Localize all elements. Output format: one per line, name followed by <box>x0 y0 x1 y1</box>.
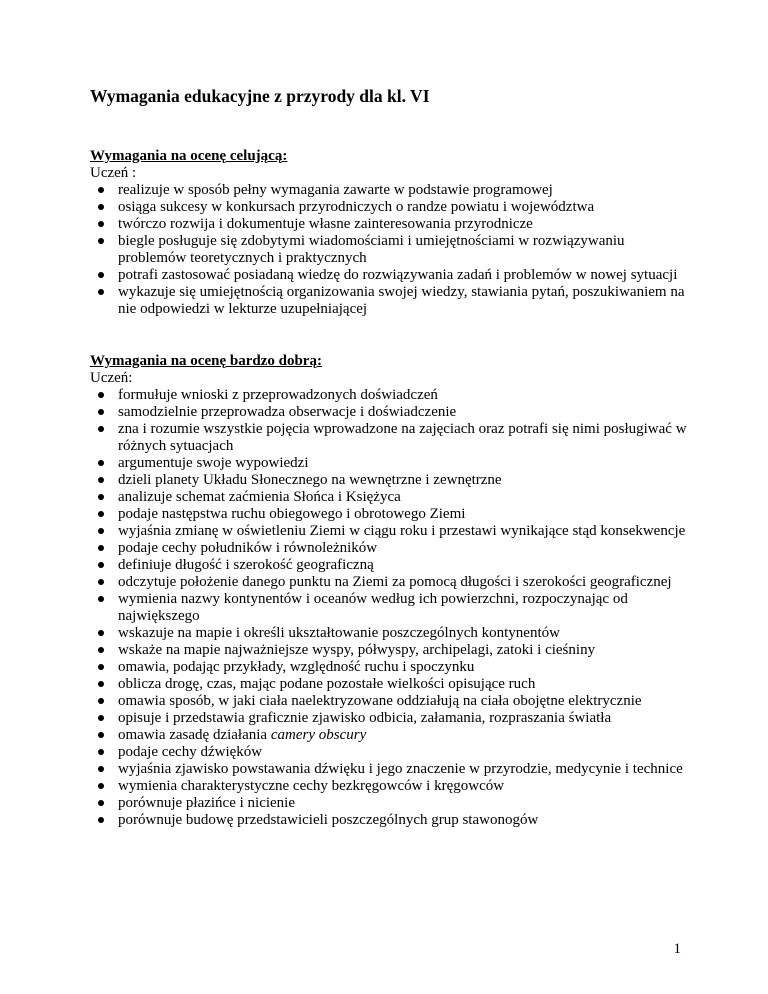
list-item-text <box>118 727 366 743</box>
list-item-text: potrafi zastosować posiadaną wiedzę do rozwiązywania zadań i problemów w nowej sytuacji <box>118 267 678 283</box>
list-item-text: wyjaśnia zjawisko powstawania dźwięku i jego znaczenie w przyrodzie, medycynie i technice <box>118 761 683 777</box>
list-item <box>90 778 690 795</box>
bullet-icon <box>98 732 104 738</box>
bullet-icon <box>98 579 104 585</box>
list-item <box>90 693 690 710</box>
bullet-icon <box>98 289 104 295</box>
bullet-icon <box>98 477 104 483</box>
list-item <box>90 421 690 455</box>
list-item <box>90 472 690 489</box>
list-item-text: omawia, podając przykłady, względność ruchu i spoczynku <box>118 659 475 675</box>
list-item-text: wskazuje na mapie i określi ukształtowanie poszczególnych kontynentów <box>118 625 560 641</box>
list-item-text: oblicza drogę, czas, mając podane pozostałe wielkości opisujące ruch <box>118 676 536 692</box>
list-item <box>90 761 690 778</box>
bullet-icon <box>98 460 104 466</box>
bullet-icon <box>98 766 104 772</box>
bullet-icon <box>98 562 104 568</box>
list-item-text: argumentuje swoje wypowiedzi <box>118 455 309 471</box>
list-item-text: osiąga sukcesy w konkursach przyrodniczych o randze powiatu i województwa <box>118 199 595 215</box>
list-item <box>90 404 690 421</box>
section-heading: Wymagania na ocenę celującą: <box>90 148 288 164</box>
list-item <box>90 540 690 557</box>
bullet-icon <box>98 715 104 721</box>
bullet-icon <box>98 630 104 636</box>
list-item-text: biegle posługuje się zdobytymi wiadomościami i umiejętnościami w rozwiązywaniu problemów teoretycznych i praktycznych <box>118 233 625 266</box>
list-item-text: wymienia nazwy kontynentów i oceanów według ich powierzchni, rozpoczynając od największego <box>118 591 628 624</box>
list-item <box>90 744 690 761</box>
list-item <box>90 387 690 404</box>
list-item <box>90 523 690 540</box>
list-item <box>90 267 690 284</box>
bullet-icon <box>98 494 104 500</box>
list-item-text: wskaże na mapie najważniejsze wyspy, półwyspy, archipelagi, zatoki i cieśniny <box>118 642 596 658</box>
bullet-icon <box>98 596 104 602</box>
section-heading: Wymagania na ocenę bardzo dobrą: <box>90 353 322 369</box>
list-item <box>90 812 690 829</box>
bullet-icon <box>98 187 104 193</box>
bullet-icon <box>98 426 104 432</box>
list-item-text: odczytuje położenie danego punktu na Ziemi za pomocą długości i szerokości geograficznej <box>118 574 672 590</box>
bullet-icon <box>98 204 104 210</box>
list-item <box>90 455 690 472</box>
list-item <box>90 676 690 693</box>
list-item <box>90 284 690 318</box>
list-item-text: realizuje w sposób pełny wymagania zawarte w podstawie programowej <box>118 182 553 198</box>
list-item-text: podaje następstwa ruchu obiegowego i obrotowego Ziemi <box>118 506 466 522</box>
bullet-icon <box>98 698 104 704</box>
list-item-text: wyjaśnia zmianę w oświetleniu Ziemi w ciągu roku i przestawi wynikające stąd konsekwencje <box>118 523 686 539</box>
list-item-text: dzieli planety Układu Słonecznego na wewnętrzne i zewnętrzne <box>118 472 502 488</box>
list-item-text: podaje cechy południków i równoleżników <box>118 540 378 556</box>
bullet-icon <box>98 238 104 244</box>
bullet-icon <box>98 681 104 687</box>
list-item-text: opisuje i przedstawia graficznie zjawisko odbicia, załamania, rozpraszania światła <box>118 710 612 726</box>
page-number: 1 <box>673 941 681 957</box>
list-item <box>90 795 690 812</box>
list-item-text: porównuje budowę przedstawicieli poszczególnych grup stawonogów <box>118 812 539 828</box>
list-item-text: wykazuje się umiejętnością organizowania swojej wiedzy, stawiania pytań, poszukiwaniem na nie odpowiedzi w lekturze uzupełniającej <box>118 284 685 317</box>
bullet-icon <box>98 392 104 398</box>
bullet-icon <box>98 817 104 823</box>
student-label: Uczeń: <box>90 370 133 386</box>
list-item <box>90 557 690 574</box>
bullet-icon <box>98 647 104 653</box>
list-item <box>90 591 690 625</box>
list-item <box>90 659 690 676</box>
requirements-list <box>90 387 690 829</box>
bullet-icon <box>98 221 104 227</box>
list-item <box>90 216 690 233</box>
list-item-text: porównuje płazińce i nicienie <box>118 795 296 811</box>
bullet-icon <box>98 664 104 670</box>
section-celujaca <box>90 148 690 318</box>
list-item <box>90 489 690 506</box>
list-item <box>90 233 690 267</box>
bullet-icon <box>98 545 104 551</box>
list-item <box>90 710 690 727</box>
list-item-text: omawia sposób, w jaki ciała naelektryzowane oddziałują na ciała obojętne elektrycznie <box>118 693 642 709</box>
list-item-text: definiuje długość i szerokość geograficzną <box>118 557 374 573</box>
list-item-text-emphasis: camery obscury <box>270 727 367 743</box>
bullet-icon <box>98 783 104 789</box>
bullet-icon <box>98 409 104 415</box>
student-label: Uczeń : <box>90 165 137 181</box>
bullet-icon <box>98 800 104 806</box>
bullet-icon <box>98 511 104 517</box>
list-item <box>90 506 690 523</box>
list-item-text: wymienia charakterystyczne cechy bezkręgowców i kręgowców <box>118 778 505 794</box>
bullet-icon <box>98 272 104 278</box>
bullet-icon <box>98 749 104 755</box>
list-item <box>90 727 690 744</box>
list-item-text: samodzielnie przeprowadza obserwacje i doświadczenie <box>118 404 457 420</box>
list-item <box>90 642 690 659</box>
list-item-text: twórczo rozwija i dokumentuje własne zainteresowania przyrodnicze <box>118 216 533 232</box>
list-item-text: formułuje wnioski z przeprowadzonych doświadczeń <box>118 387 438 403</box>
list-item-text: zna i rozumie wszystkie pojęcia wprowadzone na zajęciach oraz potrafi się nimi posługiwać w różnych sytuacjach <box>118 421 687 454</box>
list-item <box>90 625 690 642</box>
bullet-icon <box>98 528 104 534</box>
list-item <box>90 574 690 591</box>
section-bardzo-dobra <box>90 353 690 829</box>
list-item-text: analizuje schemat zaćmienia Słońca i Księżyca <box>118 489 401 505</box>
document-title: Wymagania edukacyjne z przyrody dla kl. VI <box>90 86 430 106</box>
list-item <box>90 199 690 216</box>
list-item <box>90 182 690 199</box>
list-item-text: podaje cechy dźwięków <box>118 744 263 760</box>
requirements-list <box>90 182 690 318</box>
list-item-text-plain: omawia zasadę działania <box>118 727 271 743</box>
